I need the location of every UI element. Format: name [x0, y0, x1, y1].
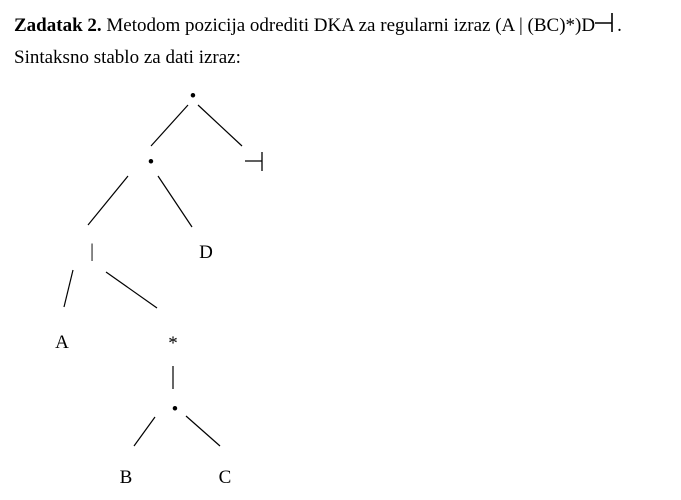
edge-root-left — [151, 105, 188, 146]
subtitle: Sintaksno stablo za dati izraz: — [14, 47, 241, 68]
edge-concat2-right — [186, 416, 220, 446]
task-label: Zadatak 2. — [14, 15, 102, 36]
concat-node: • — [147, 152, 155, 173]
inner-concat-node: • — [171, 399, 179, 420]
leaf-a: A — [55, 332, 69, 353]
end-marker-icon — [245, 152, 262, 171]
star-node: * — [168, 333, 178, 354]
edge-union-right — [106, 272, 157, 308]
edge-concat-right — [158, 176, 192, 227]
task-text: Metodom pozicija odrediti DKA za regularni izraz (A | (BC)*)D — [106, 15, 596, 36]
leaf-c: C — [218, 467, 232, 488]
leaf-b: B — [119, 467, 133, 488]
edge-root-right — [198, 105, 242, 146]
root-concat-node: • — [189, 86, 197, 107]
task-trailing: . — [617, 15, 622, 36]
edge-union-left — [64, 270, 73, 307]
edge-concat2-left — [134, 417, 155, 446]
edge-concat-left — [88, 176, 128, 225]
union-node: | — [90, 241, 94, 262]
leaf-d: D — [199, 242, 213, 263]
